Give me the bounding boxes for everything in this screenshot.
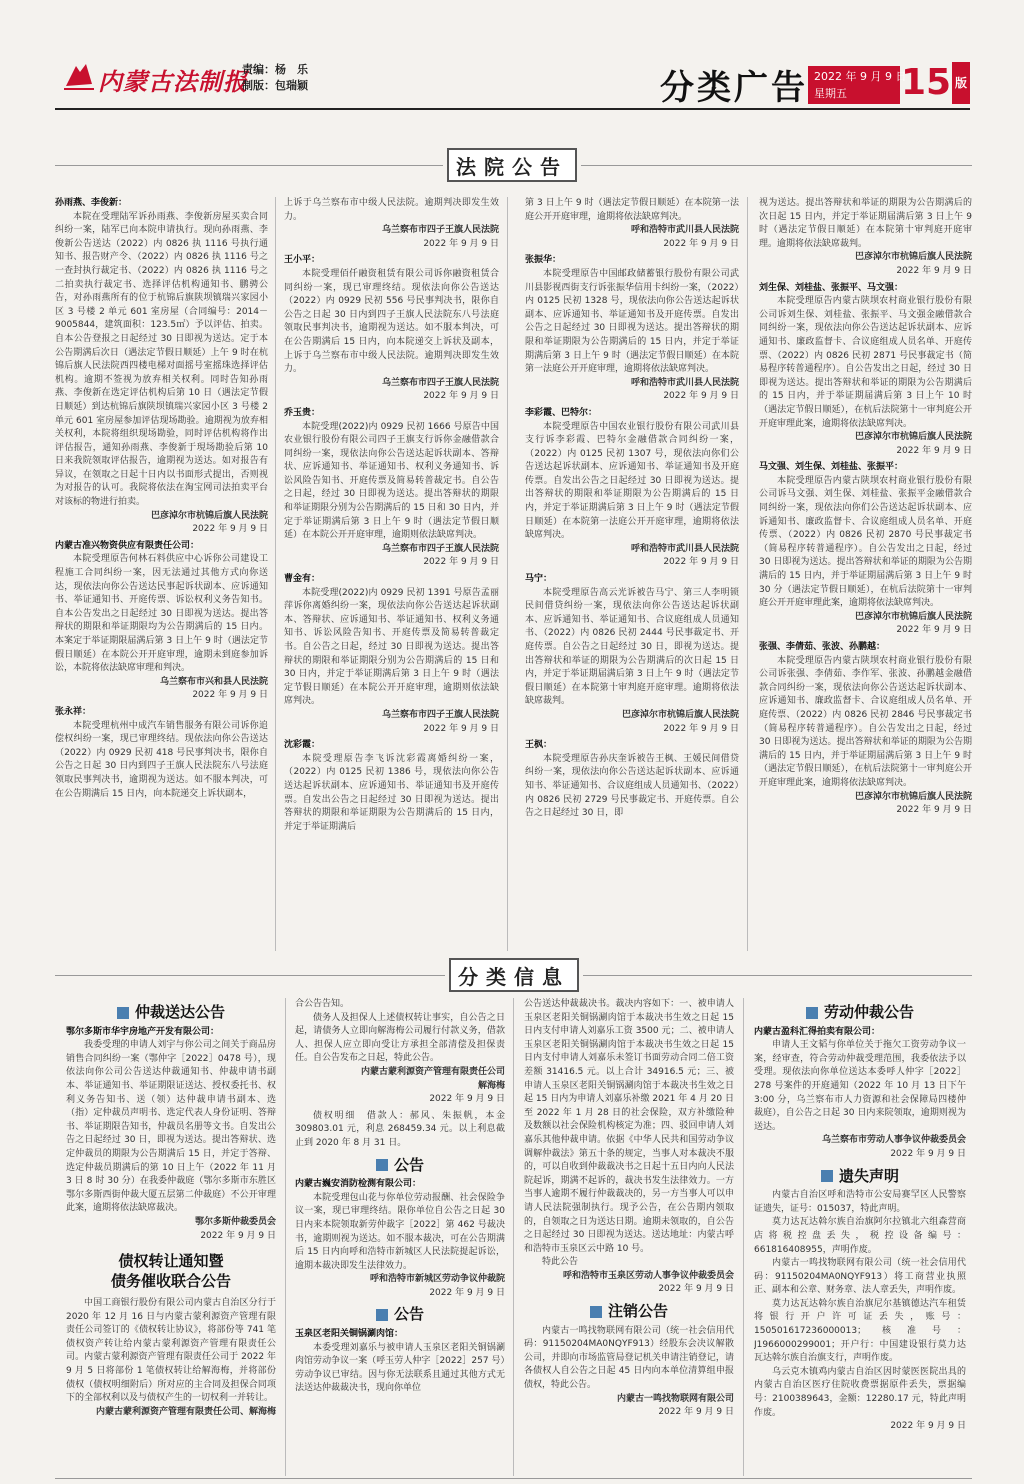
heading-square-icon <box>376 1309 388 1321</box>
info-column-4 <box>754 998 966 1478</box>
court-notice-banner: 法院公告 <box>447 148 577 182</box>
editor-name: 责编：杨 乐 <box>242 63 308 76</box>
notice-date: 2022 年 9 月 9 日 <box>658 1407 734 1418</box>
notice-body: 本委受理刘嘉乐与被申请人玉泉区老阳关铜锅涮肉馆劳动争议一案（呼玉劳人仲字［2022］257 号）劳动争议已审结。因与你无法联系且通过其他方式无法送达仲裁裁决书，现向你单位 <box>295 1342 505 1394</box>
notice-addressee: 玉泉区老阳关铜锅涮肉馆： <box>295 1329 404 1340</box>
notice-issuer: 巴彦淖尔市杭锦后旗人民法院 <box>854 252 972 263</box>
notice-body: 债权明细 借款人：郝风、朱振帆，本金 309803.01 元，利息 268459.34 元。以上利息截止到 2020 年 8 月 31 日。 <box>295 1110 505 1148</box>
notice-date: 2022 年 9 月 9 日 <box>663 557 739 568</box>
editor-credits <box>242 62 308 94</box>
notice-addressee: 沈彩霞： <box>284 740 321 751</box>
notice-body: 本院受理(2022)内 0929 民初 1391 号原告孟丽萍诉你离婚纠纷一案，现依法向你公告送达起诉状副本、答辩状、应诉通知书、举证通知书、权利义务通知书、诉讼风险告知书、开庭传票及简易转普裁定书。自公告之日起，经过 30 日即视为送达。提出答辩状的期限和举证期限分别为公告期满后的 15 日和 30 日内，并定于举证期满后第 3 日上午 9 时（遇法定节假日顺延）在本院公开开庭审理，逾期则依法缺席判决。 <box>284 587 499 707</box>
info-column-3 <box>524 998 734 1478</box>
notice-issuer: 呼和浩特市武川县人民法院 <box>630 377 739 388</box>
court-column-2 <box>284 197 499 951</box>
notice-issuer: 内蒙古一鸣找物联网有限公司 <box>616 1393 734 1404</box>
notice-issuer: 巴彦淖尔市杭锦后旗人民法院 <box>854 611 972 622</box>
notice-addressee: 王小平： <box>284 255 321 266</box>
notice-date: 2022 年 9 月 9 日 <box>192 690 268 701</box>
notice-body: 本院受理原告孙庆奎诉被告王枫、王媛民间借贷纠纷一案，现依法向你公告送达起诉状副本、应诉通知书、举证通知书、合议庭组成人员通知书、（2022）内 0826 民初 2729 号民事裁定书、开庭传票。自公告之日起经过 30 日，即 <box>525 753 739 819</box>
column-divider <box>507 197 508 951</box>
subsection-heading-text: 遗失声明 <box>838 1166 899 1185</box>
subsection-heading <box>66 1003 276 1021</box>
subsection-heading <box>524 1302 734 1321</box>
logo-text: 内蒙古法制报 <box>98 67 248 96</box>
classified-info-banner: 分类信息 <box>449 958 579 992</box>
notice-date: 2022 年 9 月 9 日 <box>423 723 499 734</box>
column-divider <box>285 998 286 1476</box>
notice-body: 本院受理原告中国邮政储蓄银行股份有限公司武川县影视西街支行诉张振华信用卡纠纷一案，（2022）内 0125 民初 1328 号，现依法向你公告送达起诉状副本、应诉通知书、举证通知书及开庭传票。自发出公告之日起经过 30 日即视为送达。提出答辩状的期限和举证期限为公告期满后的 15 日内，并定于举证期满后第 3 日上午 9 时（遇法定节假日顺延）在本院第一法庭公开开庭审理，逾期将依法缺席判决。 <box>525 268 739 375</box>
notice-addressee: 曹金有： <box>284 574 321 585</box>
announcement-title: 债权转让通知暨 债务催收联合公告 <box>110 1252 231 1291</box>
notice-issuer: 内蒙古蒙利源资产管理有限责任公司 <box>360 1066 505 1077</box>
court-column-1 <box>55 197 268 951</box>
masthead <box>0 0 1024 112</box>
notice-date: 2022 年 9 月 9 日 <box>423 391 499 402</box>
notice-body: 公告送达仲裁裁决书。裁决内容如下：一、被申请人玉泉区老阳关铜锅涮肉馆于本裁决书生效之日起 15 日内支付申请人刘嘉乐工资 3500 元；二、被申请人玉泉区老阳关铜锅涮肉馆于本裁决书生效之日起 15 日内支付申请人刘嘉乐未签订书面劳动合同二倍工资差额 31416.5 元。以上合计 34916.5 元；三、被申请人玉泉区老阳关铜锅涮肉馆于本裁决书生效之日起 15 日内为申请人刘嘉乐补缴 2021 年 4 月 20 日至 2022 年 1 月 28 日的社会保险，双方补缴险种及数额以社会保险机构核定为准；四、驳回申请人刘嘉乐其他仲裁申请。依据《中华人民共和国劳动争议调解仲裁法》第五十条的规定，当事人对本裁决不服的，可以自收到仲裁裁决书之日起十五日内向人民法院起诉，期满不起诉的，裁决书发生法律效力。一方当事人逾期不履行仲裁裁决的，另一方当事人可以申请人民法院强制执行。现予公告，在公告期内领取的，自领取之日为送达日期。逾期未领取的，自公告之日起经过 30 日即视为送达。送达地址：内蒙古呼和浩特市玉泉区云中路 10 号。 <box>524 999 734 1254</box>
notice-body: 申请人王文韬与你单位关于拖欠工资劳动争议一案，经审查，符合劳动仲裁受理范围，我委依法予以受理。现依法向你单位送达本委呼人仲字［2022］278 号案件的开庭通知（2022 年 10 月 13 日下午 3:00 分，乌兰察布市人力资源和社会保障局四楼仲裁庭），自公告之日起 30 日内来院领取，逾期则视为送达。 <box>754 1040 966 1132</box>
layout-editor-name: 制版：包瑞颖 <box>242 79 308 92</box>
section-title: 分类广告 <box>660 68 808 108</box>
notice-addressee: 王枫： <box>525 740 553 751</box>
notice-date: 2022 年 9 月 9 日 <box>896 445 972 456</box>
column-divider <box>513 998 514 1476</box>
notice-body: 本院受理原告李飞诉沈彩霞离婚纠纷一案，（2022）内 0125 民初 1386 号，现依法向你公告送达起诉状副本、应诉通知书、举证通知书及开庭传票。自发出公告之日起经过 30 日即视为送达。提出答辩状的期限和举证期限为公告期满后的 15 日内，并定于举证期满后 <box>284 753 499 832</box>
bottom-rule <box>55 1478 972 1479</box>
notice-body: 上诉于乌兰察布市中级人民法院。逾期判决即发生效力。 <box>284 198 499 222</box>
notice-date: 2022 年 9 月 9 日 <box>423 557 499 568</box>
notice-issuer: 乌兰察布市四子王旗人民法院 <box>381 225 499 236</box>
subsection-heading <box>754 1166 966 1185</box>
notice-addressee: 内蒙古盈科汇得拍卖有限公司： <box>754 1026 881 1037</box>
notice-body: 本院受理原告内蒙古陕坝农村商业银行股份有限公司诉马文强、刘生保、刘桂盐、张振平金融借款合同纠纷一案，现依法向你们公告送达起诉状副本、应诉通知书、廉政监督卡、合议庭组成人员名单、开庭传票、（2022）内 0826 民初 2870 号民事裁定书（简易程序转普通程序）。自公告发出之日起，经过 30 日即视为送达。提出答辩状和举证的期限为公告期满后的 15 日内，并于举证期届满后第 3 日上午 9 时 30 分（遇法定节假日顺延），在杭后法院第十一审判庭公开开庭审理此案，逾期将依法缺席判决。 <box>759 475 972 609</box>
notice-body: 我委受理的申请人刘宇与你公司之间关于商品房销售合同纠纷一案（鄂仲字［2022］0478 号），现依法向你公司公告送达仲裁通知书、仲裁申请书副本、举证通知书、举证期限证送达、授权委托书、权利义务告知书、送（领）达仲裁申请书副本、选（指）定仲裁员声明书、选定代表人身份证明、答辩书、举证期限告知书，仲裁员名册等文书。自发出公告之日起经过 30 日，即视为送达。提出答辩状、选定仲裁员的期限为公告期满后 15 日，并定于答辩、选定仲裁员期满后的第 10 日上午（2022 年 11 月 3 日 8 时 30 分）在我委仲裁庭（鄂尔多斯市东胜区鄂尔多斯西街仲裁大厦五层第二仲裁庭）不公开审理此案，逾期将依法缺席裁决。 <box>66 1040 276 1214</box>
notice-date: 2022 年 9 月 9 日 <box>663 723 739 734</box>
notice-addressee: 内蒙古准兴物资供应有限责任公司： <box>55 540 200 551</box>
notice-date: 2022 年 9 月 9 日 <box>896 265 972 276</box>
subsection-heading-text: 公告 <box>393 1155 424 1174</box>
page-number: 15 <box>900 62 952 103</box>
subsection-heading <box>295 1305 505 1324</box>
heading-square-icon <box>821 1170 833 1182</box>
notice-date: 2022 年 9 月 9 日 <box>663 391 739 402</box>
heading-square-icon <box>806 1007 818 1019</box>
notice-issuer: 呼和浩特市新城区劳动争议仲裁院 <box>369 1274 505 1285</box>
column-divider <box>275 197 276 951</box>
info-column-2 <box>295 998 505 1478</box>
notice-addressee: 张强、李倩茹、张波、孙鹏越： <box>759 642 886 652</box>
notice-issuer: 乌兰察布市四子王旗人民法院 <box>381 377 499 388</box>
notice-body: 本院受理包山花与你单位劳动报酬、社会保险争议一案，现已审理终结。限你单位自公告之日起 30 日内来本院领取新劳仲裁字［2022］第 462 号裁决书，逾期则视为送达。如不服本裁决，可在公告期满后 15 日内向呼和浩特市新城区人民法院提起诉讼，逾期本裁决即发生法律效力。 <box>295 1192 505 1271</box>
notice-issuer: 呼和浩特市武川县人民法院 <box>630 543 739 554</box>
notice-addressee: 乔玉贵： <box>284 407 321 418</box>
subsection-heading-text: 公告 <box>393 1305 424 1324</box>
subsection-heading-text: 仲裁送达公告 <box>134 1003 225 1021</box>
masthead-divider <box>55 108 970 110</box>
issue-date <box>808 66 907 104</box>
notice-issuer: 乌兰察布市四子王旗人民法院 <box>381 709 499 720</box>
notice-body: 本院受理原告内蒙古陕坝农村商业银行股份有限公司诉张强、李倩茹、李作军、张波、孙鹏越金融借款合同纠纷一案，现依法向你公告送达起诉状副本、应诉通知书、廉政监督卡、合议庭组成人员名单、开庭传票、（2022）内 0826 民初 2846 号民事裁定书（简易程序转普通程序）。自公告发出之日起，经过 30 日即视为送达。提出答辩状和举证的期限为公告期满后的 15 日内，并于举证期届满后第 3 日上午 9 时（遇法定节假日顺延），在杭后法院第十一审判庭公开开庭审理此案，逾期将依法缺席判决。 <box>759 655 972 788</box>
notice-issuer: 呼和浩特市武川县人民法院 <box>630 225 739 236</box>
notice-body: 视为送达。提出答辩状和举证的期限为公告期满后的次日起 15 日内，并定于举证期届满后第 3 日上午 9 时（遇法定节假日顺延）在本院第十审判庭开庭审理。逾期将依法缺席裁判。 <box>759 198 972 249</box>
notice-body: 乌云克木镇鸡内蒙古自治区因时蒙医医院出具的内蒙古自治区医疗住院收费票据原件丢失，票据编号：2100389643，金额：12280.17 元，特此声明作废。 <box>754 1366 966 1418</box>
newspaper-logo <box>62 58 248 98</box>
notice-issuer: 巴彦淖尔市杭锦后旗人民法院 <box>150 510 268 521</box>
notice-body: 特此公告 <box>542 1257 579 1268</box>
notice-issuer: 巴彦淖尔市杭锦后旗人民法院 <box>854 791 972 802</box>
column-divider <box>747 197 748 951</box>
notice-body: 本院在受理陆军诉孙雨燕、李俊新房屋买卖合同纠纷一案，陆军已向本院申请执行。现向孙雨燕、李俊新公告送达（2022）内 0826 执 1116 号执行通知书、报告财产令、（2022）内 0826 执 1116 号之一查封执行裁定书、（2022）内 0826 执 1116 号之二拍卖执行裁定书、选择评估机构通知书、鹏骋公告，对孙雨燕所有的位于杭锦后旗陕坝镇瑞兴家园小区 3 号楼 2 单元 601 室房屋（合同编号：2014－9005844，建筑面积：123.5㎡）予以评估、拍卖。自本公告登报之日起经过 30 日即视为送达。定于本公告期满后次日（遇法定节假日顺延）上午 9 时在杭锦后旗人民法院西四楼电梯对面摇号室摇珠选择评估机构。逾期不签视为放弃相关权利。同时告知孙雨燕、李俊新在选定评估机构后第 10 日（遇法定节假日顺延）到达杭锦后旗陕坝镇瑞兴家园小区 3 号楼 2 单元 601 室房屋参加评估现场勘验。逾期视为放弃相关权利，本院将组织现场勘验，同时评估机构将作出评估报告，通知孙雨燕、李俊新于現场勘验后第 10 日来我院领取评估报告，逾期视为送达。如对报告有异议，在领取之日起十日内以书面形式提出，否则视为对报告的认可。我院将依法在淘宝网司法拍卖平台对该标的物进行拍卖。 <box>55 211 268 508</box>
court-column-4 <box>759 197 972 951</box>
notice-addressee: 李彩霞、巴特尔： <box>525 407 598 418</box>
issue-weekday: 星期五 <box>814 87 847 100</box>
heading-square-icon <box>590 1306 602 1318</box>
notice-date: 2022 年 9 月 9 日 <box>423 238 499 249</box>
notice-addressee: 内蒙古巍安消防检测有限公司： <box>295 1179 422 1190</box>
notice-issuer: 呼和浩特市玉泉区劳动人事争议仲裁委员会 <box>562 1270 734 1281</box>
subsection-heading <box>754 1003 966 1021</box>
notice-body: 第 3 日上午 9 时（遇法定节假日顺延）在本院第一法庭公开开庭审理，逾期将依法缺席判决。 <box>525 198 739 222</box>
notice-addressee: 鄂尔多斯市华宇房地产开发有限公司： <box>66 1026 220 1037</box>
notice-addressee: 孙雨燕、李俊新： <box>55 198 128 208</box>
notice-issuer: 乌兰察布市兴和县人民法院 <box>159 676 268 687</box>
notice-body: 中国工商银行股份有限公司内蒙古自治区分行于 2020 年 12 月 16 日与内蒙古蒙利源资产管理有限责任公司签订的《债权转让协议》，将部份等 741 笔债权资产转让给内蒙古蒙利源资产管理有限责任公司。内蒙古蒙利源资产管理有限责任公司于 2022 年 9 月 5 日将部份 1 笔债权转让给解海梅，并将部份债权（债权明细附后）所对应的主合同及担保合同项下的全部权利以及与债权产生的一切权利一并转让。 <box>66 1298 276 1404</box>
notice-issuer: 巴彦淖尔市杭锦后旗人民法院 <box>854 432 972 443</box>
notice-date: 2022 年 9 月 9 日 <box>896 625 972 636</box>
notice-body: 本院受理原告何林石料供应中心诉你公司建设工程施工合同纠纷一案，因无法通过其他方式向你送达，现依法向你公告送达民事起诉状副本、应诉通知书、举证通知书、开庭传票、诉讼权利义务告知书。自本公告发出之日起经过 30 日即视为送达。提出答辩状的期限和举证期限均为公告期满后的 15 日内。本案定于举证期限届满后第 3 日上午 9 时（遇法定节假日顺延）在本院公开开庭审理，逾期未到庭参加诉讼，本院将依法缺席审理和判决。 <box>55 554 268 674</box>
notice-body: 合公告告知。 <box>295 999 350 1009</box>
heading-square-icon <box>117 1007 129 1019</box>
notice-addressee: 马宁： <box>525 574 553 585</box>
notice-issuer: 鄂尔多斯仲裁委员会 <box>194 1216 276 1227</box>
notice-body: 内蒙古自治区呼和浩特市公安局赛罕区人民警察证遗失，证号：015037，特此声明。 <box>754 1190 966 1214</box>
heading-square-icon <box>376 1159 388 1171</box>
page-label: 版 <box>952 62 970 104</box>
banner-rule-right <box>581 165 972 166</box>
notice-issuer: 巴彦淖尔市杭锦后旗人民法院 <box>621 709 739 720</box>
notice-addressee: 马文强、刘生保、刘桂盐、张振平： <box>759 462 904 473</box>
notice-issuer: 乌兰察布市劳动人事争议仲裁委员会 <box>821 1135 966 1146</box>
issue-date-text: 2022 年 9 月 9 日 <box>814 70 907 83</box>
column-divider <box>743 998 744 1476</box>
notice-date: 2022 年 9 月 9 日 <box>429 1287 505 1298</box>
notice-addressee: 张振华： <box>525 255 562 266</box>
notice-addressee: 刘生保、刘桂盐、张振平、马文强： <box>759 282 904 293</box>
subsection-heading-text: 劳动仲裁公告 <box>823 1003 914 1021</box>
notice-date: 2022 年 9 月 9 日 <box>890 1148 966 1159</box>
notice-body: 本院受理佰仟融资租赁有限公司诉你融资租赁合同纠纷一案，现已审理终结。现依法向你公告送达（2022）内 0929 民初 556 号民事判决书，限你自公告之日起 30 日内到四子王旗人民法院东八号法庭领取民事判决书，逾期视为送达。如不服本判决，可在公告期满后 15 日内，向本院递交上诉状及副本，上诉于乌兰察布市中级人民法院。逾期判决即发生效力。 <box>284 268 499 375</box>
notice-body: 内蒙古一鸣找物联网有限公司（统一社会信用代码：91150204MA0NQYF913）将工商营业执照正、副本和公章、财务章、法人章丢失，声明作废。 <box>754 1258 966 1296</box>
notice-date: 2022 年 9 月 9 日 <box>192 524 268 535</box>
notice-date: 2022 年 9 月 9 日 <box>658 1284 734 1295</box>
notice-date: 2022 年 9 月 9 日 <box>663 238 739 249</box>
notice-body: 本院受理原告内蒙古陕坝农村商业银行股份有限公司诉刘生保、刘桂盐、张振平、马文强金融借款合同纠纷一案，现依法向你公告送达起诉状副本、应诉通知书、廉政监督卡、合议庭组成人员名单、开庭传票、（2022）内 0826 民初 2871 号民事裁定书（简易程序转普通程序）。自公告发出之日起，经过 30 日即视为送达。提出答辩状和举证的期限为公告期满后的 15 日内，并于举证期届满后第 3 日上午 10 时（遇法定节假日顺延），在杭后法院第十一审判庭公开开庭审理此案，逾期将依法缺席判决。 <box>759 296 972 429</box>
notice-body: 债务人及担保人上述债权转让事实，自公告之日起，请债务人立即向解海梅公司履行付款义务，借款人、担保人应立即向受让方承担全部清偿及担保责任。自公告发布之日起，特此公告。 <box>295 1012 505 1064</box>
notice-body: 莫力达瓦达斡尔族自治旗尼尔基镇德达汽车租赁将银行开户许可证丢失，账号：150501617236000013；核准号：J1966000299001；开户行：中国建设银行莫力达瓦达斡尔族自治旗支行，声明作废。 <box>754 1298 966 1364</box>
notice-addressee: 张永祥： <box>55 706 92 717</box>
notice-date: 2022 年 9 月 9 日 <box>890 1421 966 1432</box>
notice-body: 内蒙古一鸣找物联网有限公司（统一社会信用代码：91150204MA0NQYF913）经股东会决议解散公司，并即向市场监管局登记机关申请注销登记，请各债权人自公告之日起 45 日内向本单位清算组申报债权，特此公告。 <box>524 1325 734 1391</box>
logo-emblem-icon <box>62 62 96 92</box>
banner-rule-right <box>583 975 972 976</box>
info-column-1 <box>66 998 276 1478</box>
notice-issuer: 内蒙古蒙利源资产管理有限责任公司、解海梅 <box>95 1406 276 1417</box>
notice-date: 2022 年 9 月 9 日 <box>429 1094 505 1105</box>
notice-issuer: 乌兰察布市四子王旗人民法院 <box>381 543 499 554</box>
subsection-heading-text: 注销公告 <box>607 1302 668 1321</box>
notice-body: 本院受理原告高云光诉被告马宁、第三人李明锁民间借贷纠纷一案，现依法向你公告送达起诉状副本、应诉通知书、举证通知书、合议庭组成人员通知书、（2022）内 0826 民初 2444 号民事裁定书、开庭传票。自公告之日起经过 30 日，即视为送达。提出答辩状和举证的期限为公告期满后的次日起 15 日内，并定于举证期届满后第 3 日上午 9 时（遇法定节假日顺延）在本院第十审判庭开庭审理。逾期将依法缺席裁判。 <box>525 587 739 707</box>
notice-issuer: 解海梅 <box>477 1080 505 1091</box>
notice-body: 本院受理原告中国农业银行股份有限公司武川县支行诉李彩霞、巴特尔金融借款合同纠纷一案，（2022）内 0125 民初 1307 号，现依法向你们公告送达起诉状副本、应诉通知书、举证通知书及开庭传票。自发出公告之日起经过 30 日即视为送达。提出答辩状的期限和举证期限为公告期满后的 15 日内，并定于举证期满后第 3 日上午 9 时（遇法定节假日顺延）在本院第一法庭公开开庭审理，逾期将依法缺席判决。 <box>525 421 739 541</box>
notice-body: 莫力达瓦达斡尔族自治旗阿尔拉镇北六组森营商店将税控盘丢失，税控设备编号：661816408955，声明作废。 <box>754 1217 966 1255</box>
banner-rule-left <box>55 165 443 166</box>
notice-body: 本院受理杭州中成汽车销售服务有限公司诉你追偿权纠纷一案，现已审理终结。现依法向你公告送达（2022）内 0929 民初 418 号民事判决书，限你自公告之日起 30 日内到四子王旗人民法院东八号法庭领取民事判决书，逾期视为送达。如不服本判决，可在公告期满后 15 日内，向本院递交上诉状副本， <box>55 720 268 799</box>
banner-rule-left <box>55 975 445 976</box>
notice-body: 本院受理(2022)内 0929 民初 1666 号原告中国农业银行股份有限公司四子王旗支行诉你金融借款合同纠纷一案，现依法向你公告送达起诉状副本、答辩状、应诉通知书、举证通知书、权利义务通知书、诉讼风险告知书、开庭传票及简易转普裁定书。自公告之日起，经过 30 日即视为送达。提出答辩状的期限和举证期限分别为公告期满后的 15 日和 30 日内，并定于举证期满后第 3 日上午 9 时（遇法定节假日顺延）在本院公开开庭审理，逾期则依法缺席判决。 <box>284 421 499 541</box>
notice-date: 2022 年 9 月 9 日 <box>896 805 972 816</box>
subsection-heading <box>295 1155 505 1174</box>
court-column-3 <box>525 197 739 951</box>
notice-date: 2022 年 9 月 9 日 <box>200 1230 276 1241</box>
